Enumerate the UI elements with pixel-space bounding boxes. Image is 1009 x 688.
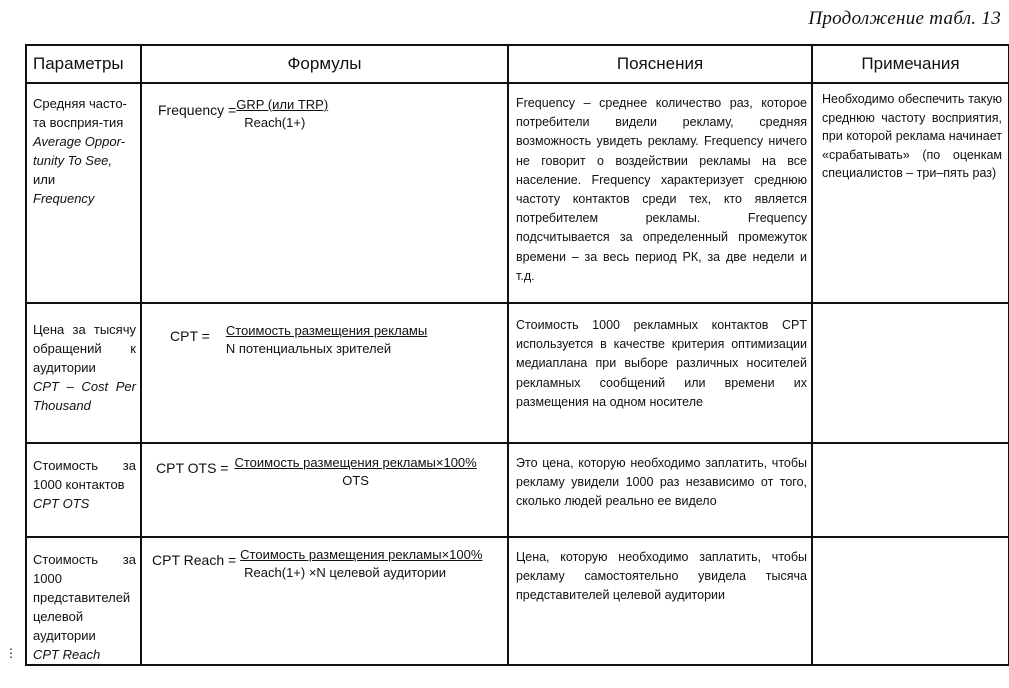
- note-text: Необходимо обеспечить такую среднюю частоту восприятия, при которой реклама начинает «срабатывать» (по оценкам специалистов – три–пять раз): [822, 92, 1002, 180]
- formula-label: CPT =: [170, 328, 210, 344]
- table-row: [26, 443, 1009, 537]
- param-text: Стоимость за 1000 контактов: [33, 458, 136, 492]
- table-row: [26, 303, 1009, 443]
- note-cell: [812, 443, 1009, 537]
- explanation-text: Это цена, которую необходимо заплатить, чтобы рекламу увидели 1000 раз независимо от того, сколько людей реально ее видело: [516, 456, 807, 509]
- param-term: CPT OTS: [33, 496, 90, 511]
- formula-label: CPT OTS =: [156, 460, 229, 476]
- formula-cell: [141, 303, 508, 443]
- formula-numerator: GRP (или TRP): [236, 97, 329, 112]
- explanation-text: Цена, которую необходимо заплатить, чтобы рекламу самостоятельно увидела тысяча представителей целевой аудитории: [516, 550, 807, 603]
- formula-denominator: OTS: [342, 473, 369, 488]
- param-text: та восприя-тия: [33, 115, 124, 130]
- formula-cell: [141, 443, 508, 537]
- parameters-table: [25, 44, 1009, 666]
- formula-label: Frequency =: [158, 102, 237, 118]
- explanation-cell: [508, 303, 812, 443]
- explanation-text: Стоимость 1000 рекламных контактов CPT используется в качестве критерия оптимизации медиаплана при выборе различных носителей рекламных сообщений или времени их размещения на одном носителе: [516, 318, 807, 409]
- scan-edge-mark: ⋮: [5, 646, 17, 660]
- param-text: Стоимость за 1000 представителей целевой аудитории: [33, 552, 136, 643]
- header-row: [26, 45, 1009, 83]
- header-notes: Примечания: [812, 45, 1009, 83]
- formula-cell: [141, 83, 508, 303]
- param-cell: [26, 83, 141, 303]
- param-term: Average Oppor-: [33, 134, 126, 149]
- note-cell: [812, 537, 1009, 665]
- param-cell: [26, 443, 141, 537]
- param-term: Frequency: [33, 191, 95, 206]
- note-text: [813, 444, 1008, 450]
- formula-numerator: Стоимость размещения рекламы×100%: [234, 455, 477, 470]
- explanation-cell: [508, 537, 812, 665]
- header-formulas: Формулы: [141, 45, 508, 83]
- table-row: [26, 83, 1009, 303]
- table-row: [26, 537, 1009, 665]
- param-text: Цена за тысячу обращений к аудитории: [33, 322, 136, 375]
- formula-denominator: N потенциальных зрителей: [225, 341, 392, 356]
- explanation-text: Frequency – среднее количество раз, которое потребители видели рекламу, средняя возможность увидеть рекламу. Frequency ничего не говорит о воздействии рекламы на все население. Frequency характеризует среднюю частоту контактов среди тех, кто является потребителем рекламы. Frequency подсчитывается за определенный промежуток времени – за весь период РК, за две недели и т.д.: [516, 96, 807, 283]
- param-term: CPT – Cost Per Thousand: [33, 379, 136, 413]
- note-text: [813, 304, 1008, 310]
- param-term: tunity To See,: [33, 153, 113, 168]
- note-text: [813, 538, 1008, 544]
- param-cell: [26, 303, 141, 443]
- table-caption: Продолжение табл. 13: [808, 8, 1001, 29]
- param-text: Средняя часто-: [33, 96, 127, 111]
- param-text: или: [33, 172, 56, 187]
- formula-numerator: Стоимость размещения рекламы: [225, 323, 428, 338]
- explanation-cell: [508, 83, 812, 303]
- formula-denominator: Reach(1+): [244, 115, 306, 130]
- header-parameters: Параметры: [26, 45, 141, 83]
- header-explanations: Пояснения: [508, 45, 812, 83]
- formula-cell: [141, 537, 508, 665]
- formula-numerator: Стоимость размещения рекламы×100%: [240, 547, 483, 562]
- param-cell: [26, 537, 141, 665]
- note-cell: [812, 83, 1009, 303]
- note-cell: [812, 303, 1009, 443]
- param-term: CPT Reach: [33, 647, 101, 662]
- explanation-cell: [508, 443, 812, 537]
- formula-label: CPT Reach =: [152, 552, 237, 568]
- formula-denominator: Reach(1+) ×N целевой аудитории: [244, 565, 447, 580]
